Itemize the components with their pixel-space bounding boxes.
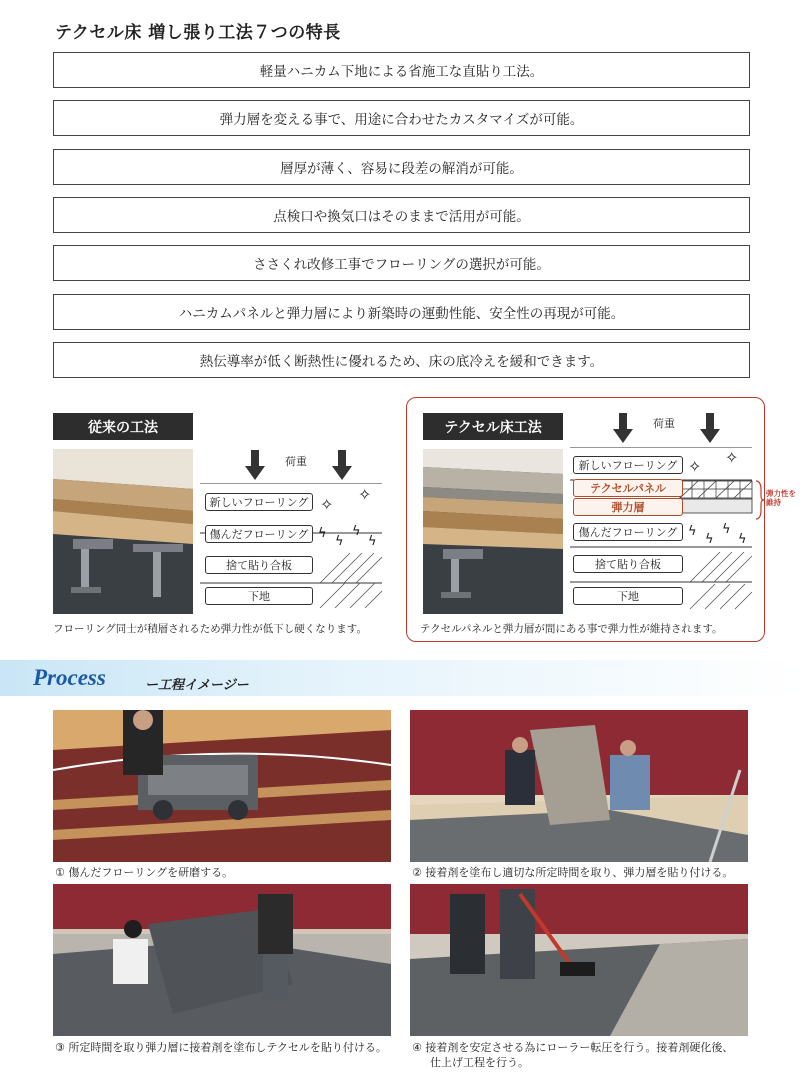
texcel-photo [423,449,563,614]
crack-icon: ϟ [738,532,747,547]
sparkle-icon: ✧ [688,457,702,476]
feature-2: 弾力層を変える事で、用途に合わせたカスタマイズが可能。 [53,100,750,136]
layer-new-flooring: 新しいフローリング [573,456,683,474]
sparkle-icon: ✧ [358,485,372,504]
feature-6: ハニカムパネルと弾力層により新築時の運動性能、安全性の再現が可能。 [53,294,750,330]
process-subtitle: ー工程イメージー [145,678,249,693]
feature-3: 層厚が薄く、容易に段差の解消が可能。 [53,149,750,185]
sparkle-icon: ✧ [725,448,739,467]
step-4-caption: ④ 接着剤を安定させる為にローラー転圧を行う。接着剤硬化後、 [412,1041,734,1054]
conventional-diagram [200,445,390,615]
texcel-caption: テクセルパネルと弾力層が間にある事で弾力性が維持されます。 [420,623,723,635]
feature-5: ささくれ改修工事でフローリングの選択が可能。 [53,245,750,281]
layer-plywood: 捨て貼り合板 [205,556,313,574]
arrow-down-icon [245,450,265,480]
layer-texcel-panel: テクセルパネル [573,479,683,497]
conventional-label: 従来の工法 [53,413,193,440]
step-4-caption-line2: 仕上げ工程を行う。 [430,1056,529,1069]
process-band [0,660,800,696]
load-label: 荷重 [653,417,675,430]
crack-icon: ϟ [352,524,361,539]
crack-icon: ϟ [318,526,327,541]
crack-icon: ϟ [705,532,714,547]
step-3-caption: ③ 所定時間を取り弾力層に接着剤を塗布しテクセルを貼り付ける。 [55,1041,387,1054]
bracket-icon [755,480,765,520]
elasticity-note: 弾力性を維持 [766,489,796,507]
layer-base: 下地 [205,587,313,605]
conventional-caption: フローリング同士が積層されるため弾力性が低下し硬くなります。 [53,623,367,635]
arrow-down-icon [332,450,352,480]
load-label: 荷重 [285,455,307,468]
layer-plywood: 捨て貼り合板 [573,555,683,573]
arrow-down-icon [613,413,633,443]
step-2-photo [410,710,748,862]
crack-icon: ϟ [368,534,377,549]
process-title: Process [33,665,106,690]
layer-damaged-flooring: 傷んだフローリング [205,525,313,543]
step-1-photo [53,710,391,862]
crack-icon: ϟ [688,524,697,539]
texcel-diagram [570,405,760,615]
step-2-caption: ② 接着剤を塗布し適切な所定時間を取り、弾力層を貼り付ける。 [412,866,734,879]
layer-damaged-flooring: 傷んだフローリング [573,523,683,541]
layer-elastic: 弾力層 [573,498,683,516]
feature-7: 熱伝導率が低く断熱性に優れるため、床の底冷えを緩和できます。 [53,342,750,378]
arrow-down-icon [700,413,720,443]
feature-1: 軽量ハニカム下地による省施工な直貼り工法。 [53,52,750,88]
step-1-caption: ① 傷んだフローリングを研磨する。 [55,866,234,879]
layer-base: 下地 [573,587,683,605]
feature-4: 点検口や換気口はそのままで活用が可能。 [53,197,750,233]
crack-icon: ϟ [335,534,344,549]
layer-new-flooring: 新しいフローリング [205,493,313,511]
crack-icon: ϟ [722,522,731,537]
conventional-photo [53,449,193,614]
sparkle-icon: ✧ [320,495,334,514]
texcel-label: テクセル床工法 [423,413,563,440]
page-title: テクセル床 増し張り工法７つの特長 [55,23,341,43]
step-4-photo [410,884,748,1036]
step-3-photo [53,884,391,1036]
